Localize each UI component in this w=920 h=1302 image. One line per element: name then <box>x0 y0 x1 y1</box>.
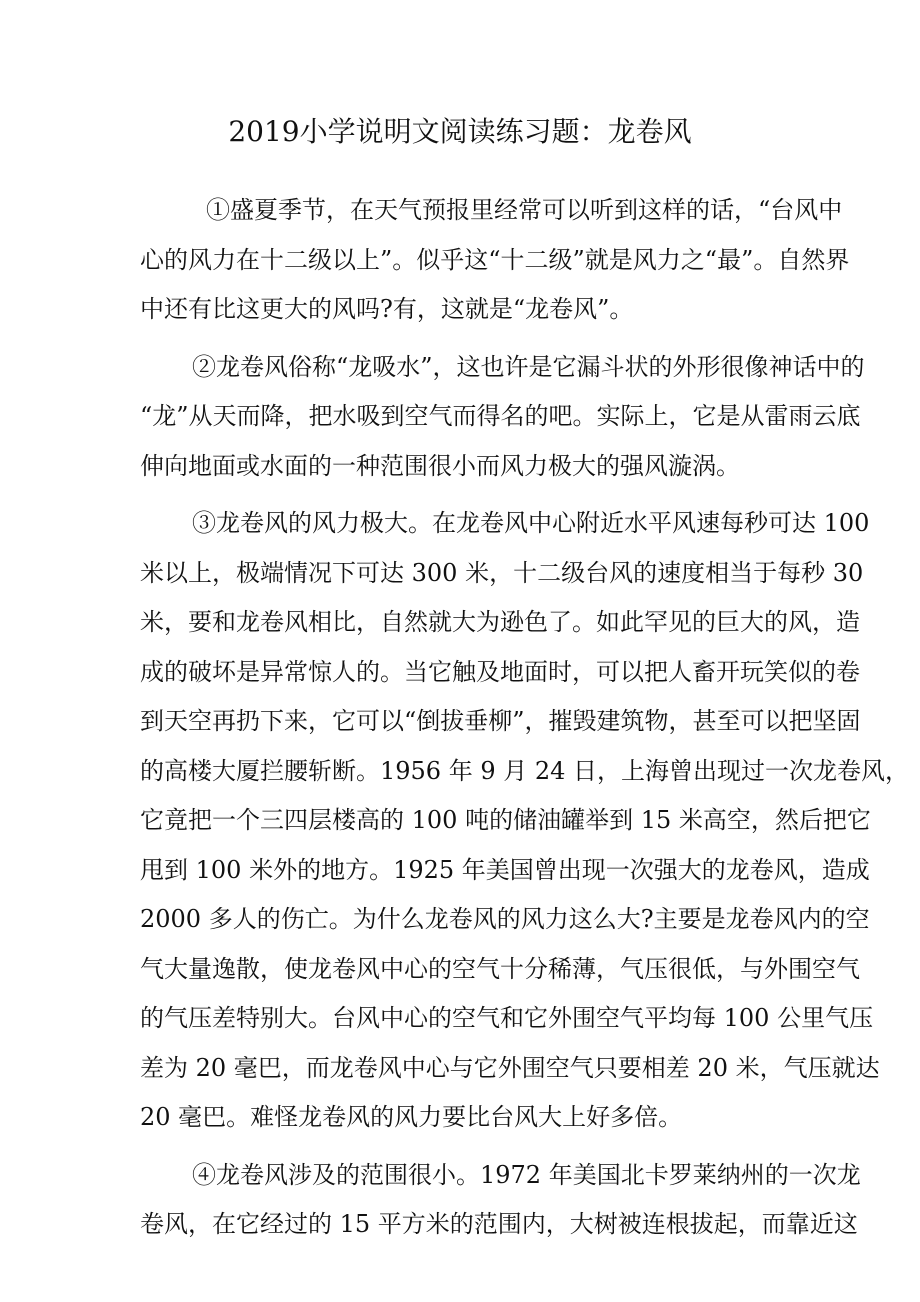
text-line: ②龙卷风俗称“龙吸水”，这也许是它漏斗状的外形很像神话中的 <box>192 352 865 381</box>
text-line: 甩到 100 米外的地方。1925 年美国曾出现一次强大的龙卷风，造成 <box>140 855 870 884</box>
paragraph-1 <box>140 186 850 335</box>
text-line: 差为 20 毫巴，而龙卷风中心与它外围空气只要相差 20 米，气压就达 <box>140 1053 880 1082</box>
text-line: ④龙卷风涉及的范围很小。1972 年美国北卡罗莱纳州的一次龙 <box>192 1160 861 1189</box>
text-line: 米以上，极端情况下可达 300 米，十二级台风的速度相当于每秒 30 <box>140 558 864 587</box>
paragraph-4 <box>140 1151 861 1250</box>
text-line: 的气压差特别大。台风中心的空气和它外围空气平均每 100 公里气压 <box>140 1004 874 1032</box>
text-line: 它竟把一个三四层楼高的 100 吨的储油罐举到 15 米高空，然后把它 <box>140 806 871 834</box>
text-line: ①盛夏季节，在天气预报里经常可以听到这样的话，“台风中 <box>206 196 843 224</box>
text-line: 气大量逸散，使龙卷风中心的空气十分稀薄，气压很低，与外围空气 <box>140 954 860 983</box>
text-line: 成的破坏是异常惊人的。当它触及地面时，可以把人畜开玩笑似的卷 <box>140 657 860 686</box>
text-line: 中还有比这更大的风吗?有，这就是“龙卷风”。 <box>140 295 634 323</box>
text-line: 心的风力在十二级以上”。似乎这“十二级”就是风力之“最”。自然界 <box>140 245 850 274</box>
text-line: “龙”从天而降，把水吸到空气而得名的吧。实际上，它是从雷雨云底 <box>140 402 861 430</box>
text-line: ③龙卷风的风力极大。在龙卷风中心附近水平风速每秒可达 100 <box>192 509 870 537</box>
text-line: 伸向地面或水面的一种范围很小而风力极大的强风漩涡。 <box>140 451 740 480</box>
text-line: 2000 多人的伤亡。为什么龙卷风的风力这么大?主要是龙卷风内的空 <box>140 905 870 933</box>
text-line: 到天空再扔下来，它可以“倒拔垂柳”，摧毁建筑物，甚至可以把坚固 <box>140 707 861 735</box>
paragraph-2 <box>140 343 865 492</box>
document-body <box>140 186 910 1258</box>
text-line: 卷风，在它经过的 15 平方米的范围内，大树被连根拔起，而靠近这 <box>140 1210 858 1238</box>
text-line: 的高楼大厦拦腰斩断。1956 年 9 月 24 日，上海曾出现过一次龙卷风， <box>140 756 910 785</box>
text-line: 米，要和龙卷风相比，自然就大为逊色了。如此罕见的巨大的风，造 <box>140 608 860 636</box>
document-title: 2019小学说明文阅读练习题：龙卷风 <box>228 115 692 148</box>
paragraph-3 <box>140 499 910 1143</box>
text-line: 20 毫巴。难怪龙卷风的风力要比台风大上好多倍。 <box>140 1103 683 1131</box>
